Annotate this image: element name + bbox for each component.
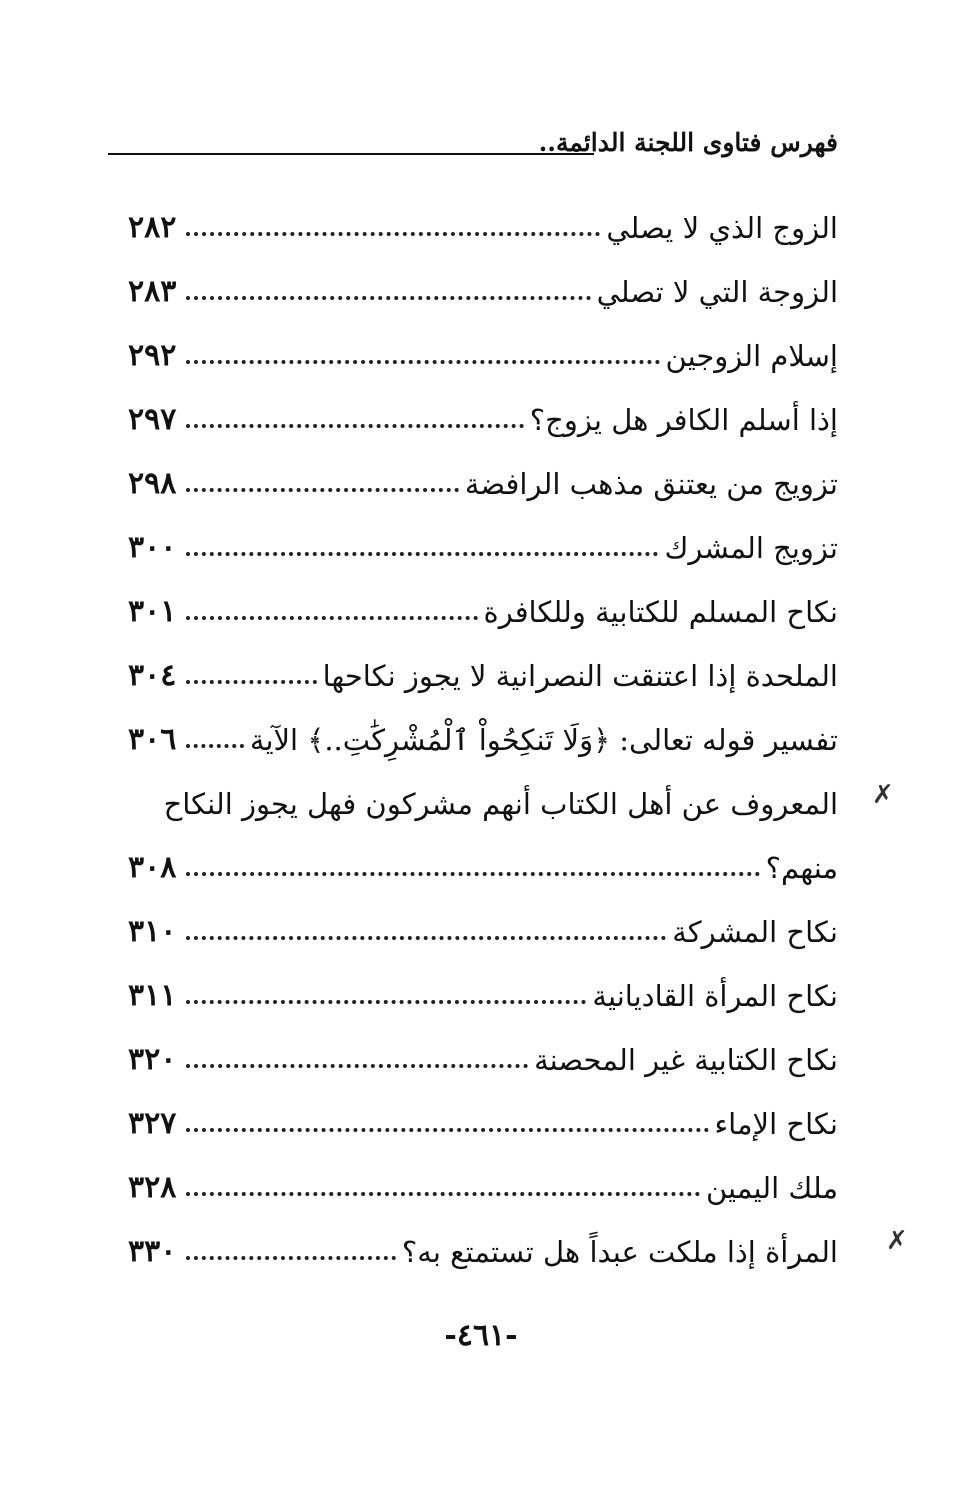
entry-title: تزويج من يعتنق مذهب الرافضة bbox=[464, 467, 838, 502]
toc-entry bbox=[128, 956, 838, 1018]
toc-entry bbox=[128, 572, 838, 634]
toc-entry bbox=[128, 188, 838, 250]
dot-leader bbox=[186, 872, 759, 876]
entry-page-number: ٣٢٨ bbox=[128, 1170, 177, 1205]
entry-title: المعروف عن أهل الكتاب أنهم مشركون فهل يجوز النكاح bbox=[163, 787, 838, 822]
toc-entry bbox=[128, 316, 838, 378]
entry-page-number: ٣١١ bbox=[128, 978, 177, 1013]
toc-entry-first-line bbox=[128, 764, 838, 826]
dot-leader bbox=[186, 552, 658, 556]
entry-title: إذا أسلم الكافر هل يزوج؟ bbox=[529, 403, 838, 438]
toc-entry bbox=[128, 1020, 838, 1082]
entry-page-number: ٣١٠ bbox=[128, 914, 177, 949]
toc-entry bbox=[128, 1212, 838, 1274]
entry-page-number: ٢٩٨ bbox=[128, 466, 177, 501]
toc-entry bbox=[128, 252, 838, 314]
toc-entry bbox=[128, 380, 838, 442]
dot-leader bbox=[186, 1064, 528, 1068]
entry-page-number: ٣٠١ bbox=[128, 594, 177, 629]
entry-page-number: ٢٩٢ bbox=[128, 338, 177, 373]
toc-entry bbox=[128, 1148, 838, 1210]
entry-page-number: ٣٠٤ bbox=[128, 658, 177, 693]
entry-title: الزوج الذي لا يصلي bbox=[606, 211, 838, 246]
entry-title: نكاح المشركة bbox=[672, 915, 838, 950]
dot-leader bbox=[186, 232, 600, 236]
dot-leader bbox=[186, 936, 666, 940]
entry-title: تفسير قوله تعالى: ﴿وَلَا تَنكِحُواْ ٱلْمُشْرِكَٰتِ..﴾ الآية bbox=[249, 723, 838, 758]
dot-leader bbox=[186, 1128, 708, 1132]
dot-leader bbox=[186, 360, 659, 364]
entry-page-number: ٣٣٠ bbox=[128, 1234, 177, 1269]
entry-title: نكاح الإماء bbox=[714, 1107, 838, 1142]
entry-title: تزويج المشرك bbox=[664, 531, 838, 566]
toc-entry bbox=[128, 636, 838, 698]
dot-leader bbox=[186, 488, 459, 492]
entry-title: ملك اليمين bbox=[705, 1171, 838, 1206]
entry-page-number: ٣٠٠ bbox=[128, 530, 177, 565]
header-rule bbox=[108, 153, 594, 155]
dot-leader bbox=[186, 680, 316, 684]
entry-page-number: ٢٩٧ bbox=[128, 402, 177, 437]
entry-page-number: ٣٠٦ bbox=[128, 722, 177, 757]
entry-title: نكاح الكتابية غير المحصنة bbox=[534, 1043, 838, 1078]
dot-leader bbox=[186, 1000, 586, 1004]
handwritten-mark-icon: ✗ bbox=[872, 780, 894, 810]
dot-leader bbox=[186, 424, 523, 428]
toc-entry bbox=[128, 892, 838, 954]
entry-page-number: ٣٢٠ bbox=[128, 1042, 177, 1077]
toc-entry-continuation bbox=[128, 828, 838, 890]
dot-leader bbox=[186, 1256, 396, 1260]
entry-title: الزوجة التي لا تصلي bbox=[596, 275, 838, 310]
entry-title: نكاح المسلم للكتابية وللكافرة bbox=[483, 595, 838, 630]
toc-entry bbox=[128, 444, 838, 506]
dot-leader bbox=[186, 744, 244, 748]
entry-title: نكاح المرأة القاديانية bbox=[592, 979, 838, 1014]
toc-entry bbox=[128, 700, 838, 762]
dot-leader bbox=[186, 1192, 700, 1196]
entry-title: المرأة إذا ملكت عبداً هل تستمتع به؟ bbox=[401, 1235, 838, 1270]
page-number: -٤٦١- bbox=[444, 1318, 518, 1353]
toc-entry bbox=[128, 508, 838, 570]
entry-title: منهم؟ bbox=[765, 851, 838, 886]
dot-leader bbox=[186, 616, 477, 620]
handwritten-mark-icon: ✗ bbox=[886, 1226, 908, 1256]
entry-page-number: ٣٠٨ bbox=[128, 850, 177, 885]
entry-title: إسلام الزوجين bbox=[665, 339, 838, 374]
entry-page-number: ٢٨٣ bbox=[128, 274, 177, 309]
dot-leader bbox=[186, 296, 590, 300]
entry-title: الملحدة إذا اعتنقت النصرانية لا يجوز نكاحها bbox=[322, 659, 838, 694]
entry-page-number: ٢٨٢ bbox=[128, 210, 177, 245]
running-header-title: فهرس فتاوى اللجنة الدائمة.. bbox=[538, 128, 838, 157]
entry-page-number: ٣٢٧ bbox=[128, 1106, 177, 1141]
toc-entry bbox=[128, 1084, 838, 1146]
